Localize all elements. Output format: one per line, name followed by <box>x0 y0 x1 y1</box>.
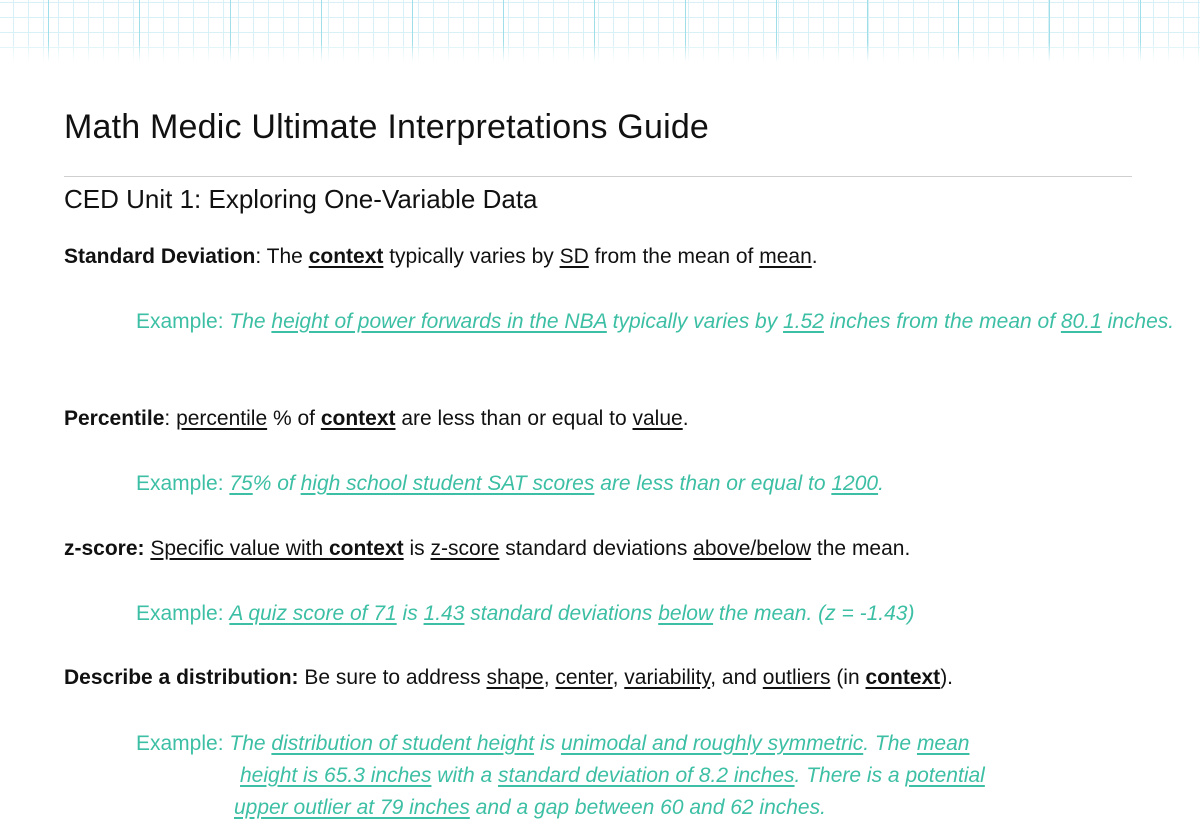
title-divider <box>64 176 1132 177</box>
distribution-example: Example: The distribution of student height is unimodal and roughly symmetric. The mean height is 65.3 inches with a standard deviation of 8.2 inches. There is a potential upper outlier at 79 inches and a gap between 60 and 62 inches. <box>136 732 985 819</box>
zscore-definition: z-score: Specific value with context is z-score standard deviations above/below the mean. <box>64 537 911 560</box>
percentile-example: Example: 75% of high school student SAT scores are less than or equal to 1200. <box>136 472 884 495</box>
distribution-term: Describe a distribution: <box>64 666 299 689</box>
zscore-example: Example: A quiz score of 71 is 1.43 standard deviations below the mean. (z = -1.43) <box>136 602 915 625</box>
percentile-term: Percentile <box>64 407 165 430</box>
distribution-definition: Describe a distribution: Be sure to address shape, center, variability, and outliers (in context). <box>64 666 954 689</box>
sd-definition: Standard Deviation: The context typically varies by SD from the mean of mean. <box>64 245 818 268</box>
sd-value-placeholder: SD <box>559 245 589 268</box>
unit-heading: CED Unit 1: Exploring One-Variable Data <box>64 184 538 214</box>
sd-mean-placeholder: mean <box>759 245 812 268</box>
zscore-term: z-score: <box>64 537 145 560</box>
sd-example: Example: The height of power forwards in the NBA typically varies by 1.52 inches from the mean of 80.1 inches. <box>136 310 1175 333</box>
sd-context-placeholder: context <box>308 245 384 268</box>
page-title: Math Medic Ultimate Interpretations Guide <box>64 108 710 146</box>
percentile-definition: Percentile: percentile % of context are less than or equal to value. <box>64 407 689 430</box>
graph-paper-fade <box>0 42 1200 62</box>
sd-term: Standard Deviation <box>64 245 256 268</box>
